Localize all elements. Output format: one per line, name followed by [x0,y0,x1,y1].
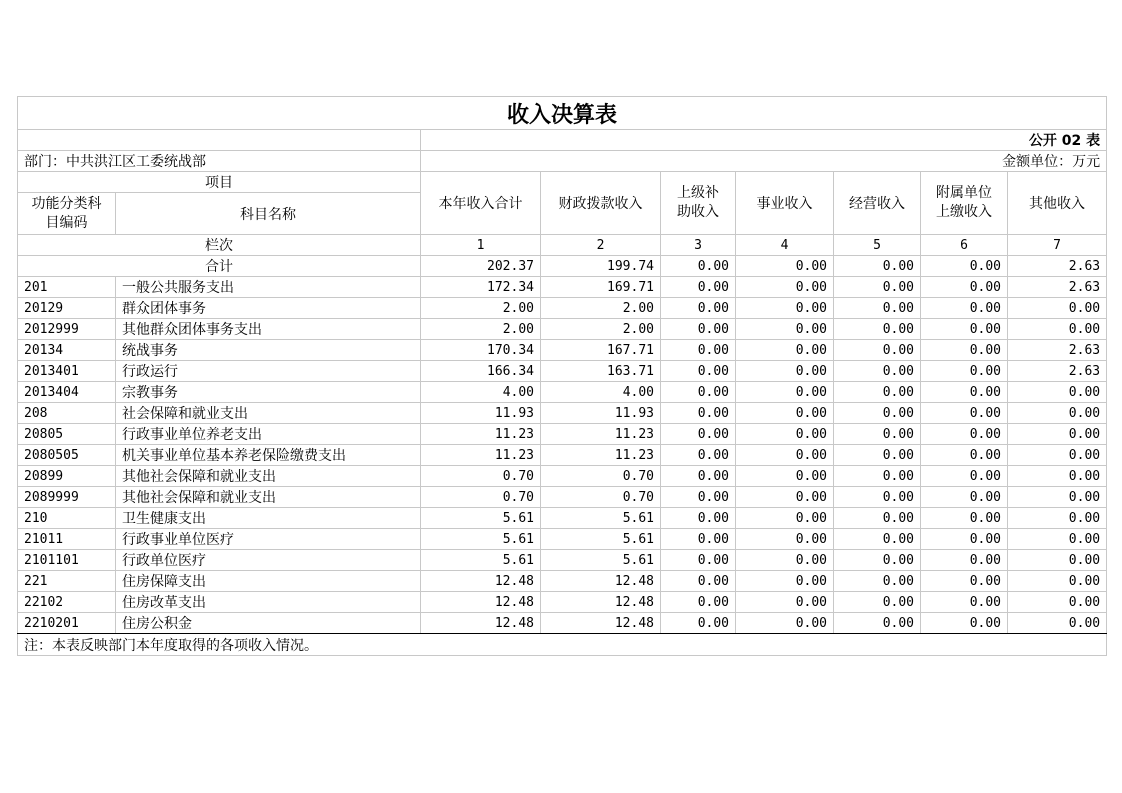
amount-cell: 0.00 [921,592,1008,613]
blank-cell [18,130,421,151]
amount-cell: 0.00 [834,361,921,382]
function-code: 20134 [18,340,116,361]
table-row [18,382,1107,403]
header-affiliated-line1: 附属单位 [936,185,992,201]
amount-cell: 0.00 [736,529,834,550]
amount-cell: 0.00 [834,319,921,340]
subject-name: 社会保障和就业支出 [116,403,421,424]
amount-cell: 0.70 [541,487,661,508]
subject-name: 住房保障支出 [116,571,421,592]
amount-cell: 0.00 [736,403,834,424]
amount-cell: 12.48 [421,571,541,592]
header-operating: 经营收入 [834,172,921,235]
amount-cell: 0.00 [661,424,736,445]
subject-name: 宗教事务 [116,382,421,403]
amount-cell: 0.70 [421,466,541,487]
amount-cell: 0.00 [834,592,921,613]
total-value: 0.00 [661,256,736,277]
subject-name: 卫生健康支出 [116,508,421,529]
amount-cell: 0.00 [736,613,834,634]
amount-cell: 0.00 [736,508,834,529]
amount-cell: 0.00 [834,466,921,487]
amount-cell: 12.48 [421,613,541,634]
amount-cell: 172.34 [421,277,541,298]
table-row [18,298,1107,319]
amount-cell: 0.00 [736,445,834,466]
amount-cell: 0.00 [921,298,1008,319]
function-code: 20899 [18,466,116,487]
amount-cell: 0.00 [921,340,1008,361]
header-business: 事业收入 [736,172,834,235]
function-code: 201 [18,277,116,298]
total-value: 202.37 [421,256,541,277]
subject-name: 其他群众团体事务支出 [116,319,421,340]
amount-cell: 0.00 [661,487,736,508]
amount-cell: 0.00 [736,550,834,571]
amount-cell: 11.93 [421,403,541,424]
function-code: 2080505 [18,445,116,466]
amount-cell: 0.00 [736,319,834,340]
amount-cell: 0.00 [661,571,736,592]
amount-cell: 0.00 [1008,592,1107,613]
amount-cell: 4.00 [541,382,661,403]
amount-cell: 0.00 [661,382,736,403]
function-code: 2012999 [18,319,116,340]
amount-cell: 170.34 [421,340,541,361]
table-row [18,424,1107,445]
amount-cell: 12.48 [421,592,541,613]
income-final-account-sheet [17,96,1106,656]
amount-cell: 5.61 [541,529,661,550]
subject-name: 行政事业单位养老支出 [116,424,421,445]
header-superior [661,172,736,235]
amount-cell: 11.23 [541,424,661,445]
total-value: 2.63 [1008,256,1107,277]
amount-cell: 0.00 [736,382,834,403]
amount-cell: 0.00 [736,424,834,445]
amount-cell: 0.00 [661,298,736,319]
table-row [18,550,1107,571]
function-code: 20129 [18,298,116,319]
table-row [18,571,1107,592]
amount-cell: 0.00 [661,361,736,382]
table-row [18,529,1107,550]
function-code: 2089999 [18,487,116,508]
table-row [18,340,1107,361]
amount-cell: 12.48 [541,571,661,592]
amount-cell: 0.00 [834,508,921,529]
function-code: 2210201 [18,613,116,634]
amount-cell: 0.00 [834,340,921,361]
column-number: 3 [661,235,736,256]
column-number: 7 [1008,235,1107,256]
amount-cell: 167.71 [541,340,661,361]
header-affiliated [921,172,1008,235]
amount-cell: 0.00 [921,277,1008,298]
amount-cell: 5.61 [421,529,541,550]
subject-name: 一般公共服务支出 [116,277,421,298]
function-code: 221 [18,571,116,592]
header-func-code-line2: 目编码 [45,214,88,231]
amount-cell: 0.00 [834,445,921,466]
amount-cell: 163.71 [541,361,661,382]
amount-cell: 0.00 [834,298,921,319]
amount-cell: 0.00 [736,298,834,319]
amount-cell: 0.00 [661,319,736,340]
amount-cell: 0.00 [1008,487,1107,508]
amount-cell: 0.00 [834,613,921,634]
amount-cell: 2.63 [1008,277,1107,298]
amount-cell: 0.00 [661,592,736,613]
column-number: 4 [736,235,834,256]
amount-cell: 0.00 [834,487,921,508]
amount-cell: 0.00 [921,571,1008,592]
amount-cell: 5.61 [541,550,661,571]
amount-cell: 5.61 [541,508,661,529]
amount-cell: 0.00 [661,508,736,529]
total-value: 0.00 [834,256,921,277]
header-affiliated-line2: 上缴收入 [936,204,992,220]
amount-cell: 2.00 [421,319,541,340]
amount-cell: 0.00 [921,487,1008,508]
amount-cell: 0.00 [736,571,834,592]
amount-cell: 0.00 [921,424,1008,445]
function-code: 2101101 [18,550,116,571]
function-code: 21011 [18,529,116,550]
subject-name: 行政事业单位医疗 [116,529,421,550]
amount-cell: 11.93 [541,403,661,424]
amount-cell: 0.00 [921,508,1008,529]
amount-cell: 0.00 [1008,550,1107,571]
amount-cell: 2.00 [541,298,661,319]
amount-cell: 0.00 [921,382,1008,403]
amount-cell: 2.00 [421,298,541,319]
header-func-code-line1: 功能分类科 [31,195,102,212]
table-note: 注：本表反映部门本年度取得的各项收入情况。 [18,634,1107,656]
amount-cell: 0.00 [736,487,834,508]
amount-cell: 0.00 [921,445,1008,466]
amount-cell: 0.00 [1008,424,1107,445]
amount-cell: 2.63 [1008,361,1107,382]
table-row [18,487,1107,508]
function-code: 208 [18,403,116,424]
column-number: 1 [421,235,541,256]
amount-cell: 0.00 [834,529,921,550]
header-project: 项目 [18,172,421,193]
total-value: 0.00 [921,256,1008,277]
column-number: 6 [921,235,1008,256]
amount-cell: 0.00 [661,550,736,571]
amount-cell: 0.00 [661,445,736,466]
table-row [18,613,1107,634]
amount-cell: 0.00 [921,319,1008,340]
function-code: 2013401 [18,361,116,382]
column-number: 5 [834,235,921,256]
amount-cell: 0.00 [736,466,834,487]
income-table [17,96,1107,656]
header-superior-line2: 助收入 [677,204,719,220]
amount-cell: 12.48 [541,613,661,634]
column-number: 2 [541,235,661,256]
amount-cell: 2.63 [1008,340,1107,361]
subject-name: 行政单位医疗 [116,550,421,571]
function-code: 22102 [18,592,116,613]
total-value: 199.74 [541,256,661,277]
subject-name: 统战事务 [116,340,421,361]
amount-cell: 0.00 [1008,466,1107,487]
amount-cell: 0.00 [736,340,834,361]
unit-label: 金额单位：万元 [421,151,1107,172]
table-row [18,403,1107,424]
amount-cell: 0.70 [421,487,541,508]
subject-name: 住房改革支出 [116,592,421,613]
amount-cell: 0.00 [1008,613,1107,634]
function-code: 20805 [18,424,116,445]
amount-cell: 11.23 [541,445,661,466]
header-func-code [18,193,116,235]
table-row [18,508,1107,529]
amount-cell: 0.00 [736,361,834,382]
amount-cell: 0.00 [1008,571,1107,592]
header-subject-name: 科目名称 [116,193,421,235]
function-code: 210 [18,508,116,529]
amount-cell: 11.23 [421,424,541,445]
total-label: 合计 [18,256,421,277]
amount-cell: 0.00 [661,613,736,634]
amount-cell: 0.00 [834,571,921,592]
subject-name: 其他社会保障和就业支出 [116,487,421,508]
amount-cell: 0.00 [921,361,1008,382]
table-row [18,445,1107,466]
page-title: 收入决算表 [18,97,1107,130]
table-row [18,361,1107,382]
subject-name: 行政运行 [116,361,421,382]
column-index-label: 栏次 [18,235,421,256]
amount-cell: 0.00 [1008,445,1107,466]
amount-cell: 0.00 [736,277,834,298]
amount-cell: 0.00 [921,466,1008,487]
table-row [18,277,1107,298]
amount-cell: 11.23 [421,445,541,466]
amount-cell: 0.00 [834,550,921,571]
subject-name: 群众团体事务 [116,298,421,319]
amount-cell: 0.00 [661,340,736,361]
function-code: 2013404 [18,382,116,403]
header-other: 其他收入 [1008,172,1107,235]
amount-cell: 12.48 [541,592,661,613]
amount-cell: 0.00 [661,466,736,487]
amount-cell: 0.00 [1008,319,1107,340]
amount-cell: 0.00 [1008,529,1107,550]
header-fiscal: 财政拨款收入 [541,172,661,235]
amount-cell: 0.00 [1008,298,1107,319]
amount-cell: 0.00 [834,403,921,424]
subject-name: 其他社会保障和就业支出 [116,466,421,487]
amount-cell: 0.00 [921,550,1008,571]
amount-cell: 0.00 [921,529,1008,550]
amount-cell: 2.00 [541,319,661,340]
amount-cell: 5.61 [421,508,541,529]
amount-cell: 0.00 [1008,403,1107,424]
subject-name: 机关事业单位基本养老保险缴费支出 [116,445,421,466]
amount-cell: 0.00 [736,592,834,613]
amount-cell: 0.00 [661,529,736,550]
amount-cell: 0.00 [921,613,1008,634]
amount-cell: 5.61 [421,550,541,571]
subject-name: 住房公积金 [116,613,421,634]
amount-cell: 0.00 [834,277,921,298]
table-row [18,592,1107,613]
amount-cell: 0.00 [1008,382,1107,403]
amount-cell: 0.00 [834,424,921,445]
department-label: 部门：中共洪江区工委统战部 [18,151,421,172]
table-code: 公开 02 表 [421,130,1107,151]
amount-cell: 0.00 [1008,508,1107,529]
amount-cell: 0.00 [661,277,736,298]
amount-cell: 0.70 [541,466,661,487]
amount-cell: 166.34 [421,361,541,382]
amount-cell: 169.71 [541,277,661,298]
header-total-income: 本年收入合计 [421,172,541,235]
amount-cell: 4.00 [421,382,541,403]
total-value: 0.00 [736,256,834,277]
amount-cell: 0.00 [921,403,1008,424]
table-row [18,319,1107,340]
amount-cell: 0.00 [834,382,921,403]
header-superior-line1: 上级补 [677,185,719,201]
amount-cell: 0.00 [661,403,736,424]
table-row [18,466,1107,487]
